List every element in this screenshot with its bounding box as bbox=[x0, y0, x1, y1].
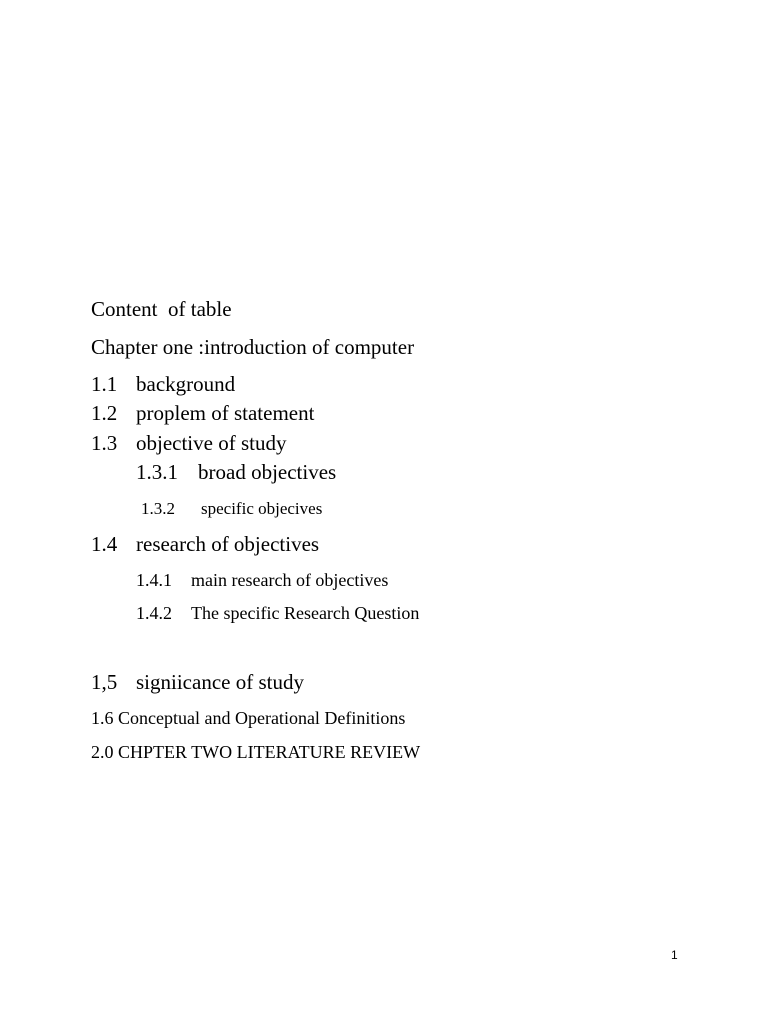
toc-entry-1-4-2 bbox=[136, 604, 419, 622]
toc-entry-1-5 bbox=[91, 672, 304, 693]
toc-entry-text: The specific Research Question bbox=[191, 603, 420, 623]
toc-entry-number: 1,5 bbox=[91, 670, 118, 694]
toc-entry-number: 1.4.1 bbox=[136, 570, 172, 590]
toc-entry-number: 1.3.2 bbox=[141, 499, 175, 518]
toc-entry-text: main research of objectives bbox=[191, 570, 389, 590]
toc-entry-1-6: 1.6 Conceptual and Operational Definitions bbox=[91, 708, 406, 728]
toc-entry-1-4-1 bbox=[136, 571, 388, 589]
toc-entry-text: signiicance of study bbox=[136, 670, 304, 694]
toc-entry-1-2 bbox=[91, 403, 314, 424]
toc-entry-1-3-2 bbox=[141, 500, 322, 517]
toc-entry-number: 1.3 bbox=[91, 431, 118, 455]
toc-entry-1-4 bbox=[91, 534, 319, 555]
toc-entry-number: 1.1 bbox=[91, 372, 118, 396]
toc-entry-1-3-1 bbox=[136, 462, 336, 483]
toc-entry-text: research of objectives bbox=[136, 532, 320, 556]
toc-entry-number: 1.4.2 bbox=[136, 603, 172, 623]
toc-entry-text: specific objecives bbox=[201, 499, 323, 518]
chapter-two-heading: 2.0 CHPTER TWO LITERATURE REVIEW bbox=[91, 742, 421, 762]
chapter-one-heading: Chapter one :introduction of computer bbox=[91, 335, 415, 359]
toc-entry-text: objective of study bbox=[136, 431, 287, 455]
toc-entry-number: 1.3.1 bbox=[136, 460, 178, 484]
toc-title: Content of table bbox=[91, 297, 232, 321]
toc-entry-text: broad objectives bbox=[198, 460, 337, 484]
toc-entry-1-1 bbox=[91, 374, 235, 395]
toc-entry-text: background bbox=[136, 372, 236, 396]
toc-entry-number: 1.4 bbox=[91, 532, 118, 556]
toc-entry-number: 1.2 bbox=[91, 401, 118, 425]
toc-entry-1-3 bbox=[91, 433, 286, 454]
page-number: 1 bbox=[671, 948, 678, 962]
toc-entry-text: proplem of statement bbox=[136, 401, 315, 425]
